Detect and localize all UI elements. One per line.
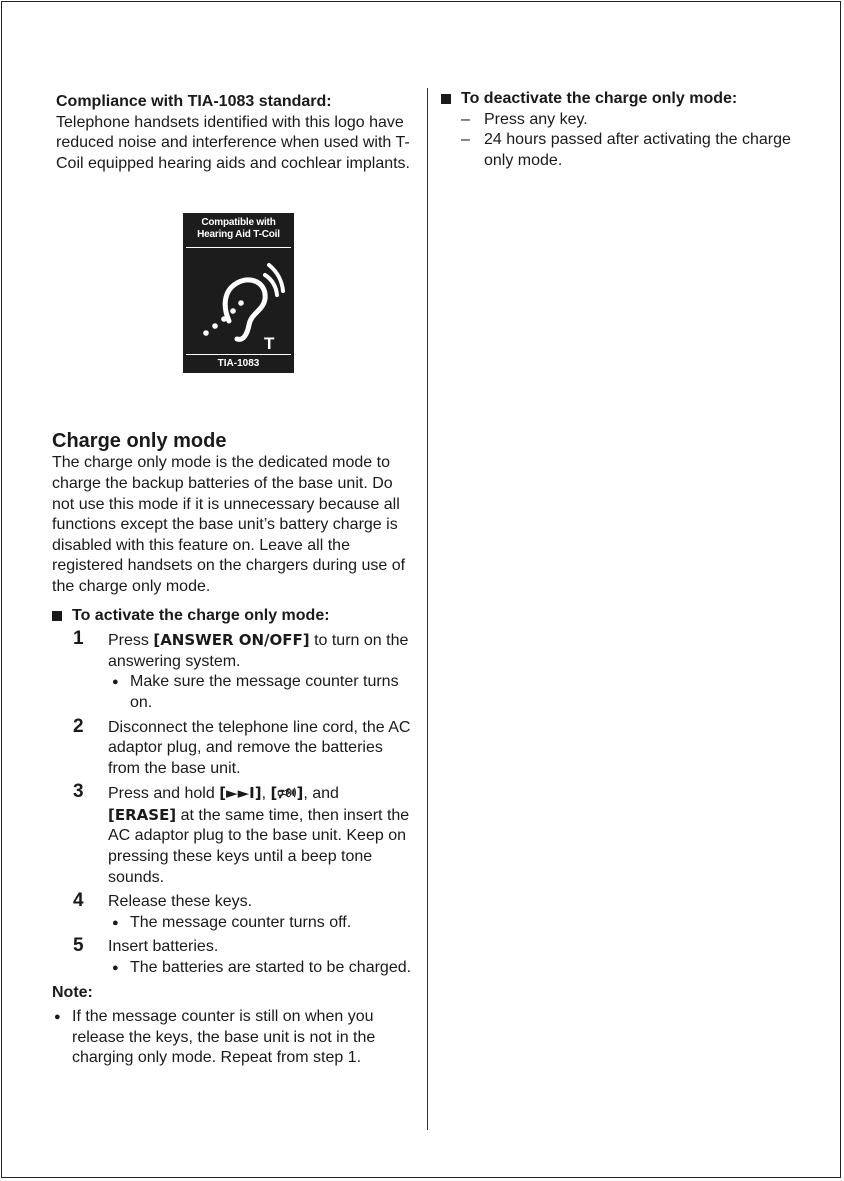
- square-bullet-icon: [52, 611, 62, 621]
- logo-top-text: Compatible with Hearing Aid T-Coil: [197, 217, 280, 241]
- right-column: [441, 89, 801, 171]
- step-sub-item: ● The message counter turns off.: [108, 913, 416, 934]
- square-bullet-icon: [441, 94, 451, 104]
- step-2: [52, 715, 416, 780]
- ear-icon: [193, 251, 285, 353]
- key-skip: [►►I]: [219, 784, 262, 803]
- step-number: 3: [73, 781, 84, 803]
- section-title: Charge only mode: [52, 430, 227, 453]
- logo-t-letter: T: [264, 334, 275, 354]
- column-divider: [427, 88, 428, 1130]
- logo-bottom-text: TIA-1083: [217, 358, 260, 370]
- compliance-text: Telephone handsets identified with this logo have reduced noise and interference when used with T-Coil equipped hearing aids and cochlear implants.: [56, 113, 410, 172]
- step-1: [52, 630, 416, 713]
- step-number: 1: [73, 628, 84, 650]
- logo-divider-top: [186, 247, 291, 248]
- compliance-block: [56, 92, 416, 174]
- step-number: 2: [73, 715, 84, 737]
- activate-title-text: To activate the charge only mode:: [72, 606, 330, 624]
- step-sub-item: ● Make sure the message counter turns on.: [108, 672, 416, 713]
- step-3: [52, 783, 416, 888]
- compliance-heading: Compliance with TIA-1083 standard:: [56, 93, 332, 110]
- step-4: [52, 892, 416, 933]
- activate-title: [52, 606, 416, 627]
- left-column: [54, 92, 416, 1069]
- step-5: [52, 937, 416, 978]
- logo-divider-bottom: [186, 354, 291, 355]
- key-speaker: [🕬]: [270, 784, 304, 803]
- step-text: at the same time, then insert the AC adaptor plug to the base unit. Keep on pressing these keys until a beep tone sounds.: [108, 806, 410, 886]
- section-intro: The charge only mode is the dedicated mode to charge the backup batteries of the base unit. Do not use this mode if it is unnecessary because all functions except the base unit’s battery charge is disabled with this feature on. Leave all the registered handsets on the chargers during use of the charge only mode.: [52, 454, 406, 595]
- deactivate-item: – 24 hours passed after activating the charge only mode.: [441, 130, 801, 171]
- step-number: 5: [73, 935, 84, 957]
- step-number: 4: [73, 890, 84, 912]
- step-text: Insert batteries.: [108, 938, 219, 956]
- tcoil-logo: [183, 213, 294, 373]
- deactivate-title: [441, 89, 801, 110]
- note-title: Note:: [52, 983, 93, 1001]
- note-item: ● If the message counter is still on when you release the keys, the base unit is not in the charging only mode. Repeat from step 1.: [52, 1007, 416, 1069]
- step-sub-item: ● The batteries are started to be charged.: [108, 958, 416, 979]
- deactivate-title-text: To deactivate the charge only mode:: [461, 90, 738, 107]
- key-erase: [ERASE]: [108, 805, 177, 824]
- step-text: , and: [303, 785, 339, 803]
- key-answer-onoff: [ANSWER ON/OFF]: [153, 631, 310, 650]
- step-text: to turn on the answering system.: [108, 632, 409, 670]
- step-text: Press and hold: [108, 785, 220, 803]
- deactivate-item: – Press any key.: [441, 110, 801, 131]
- step-text: ,: [261, 785, 271, 803]
- step-text: Disconnect the telephone line cord, the AC adaptor plug, and remove the batteries from the base unit.: [108, 718, 411, 777]
- charge-only-section: [52, 429, 416, 1069]
- step-text: Release these keys.: [108, 893, 253, 911]
- step-text: Press: [108, 632, 154, 650]
